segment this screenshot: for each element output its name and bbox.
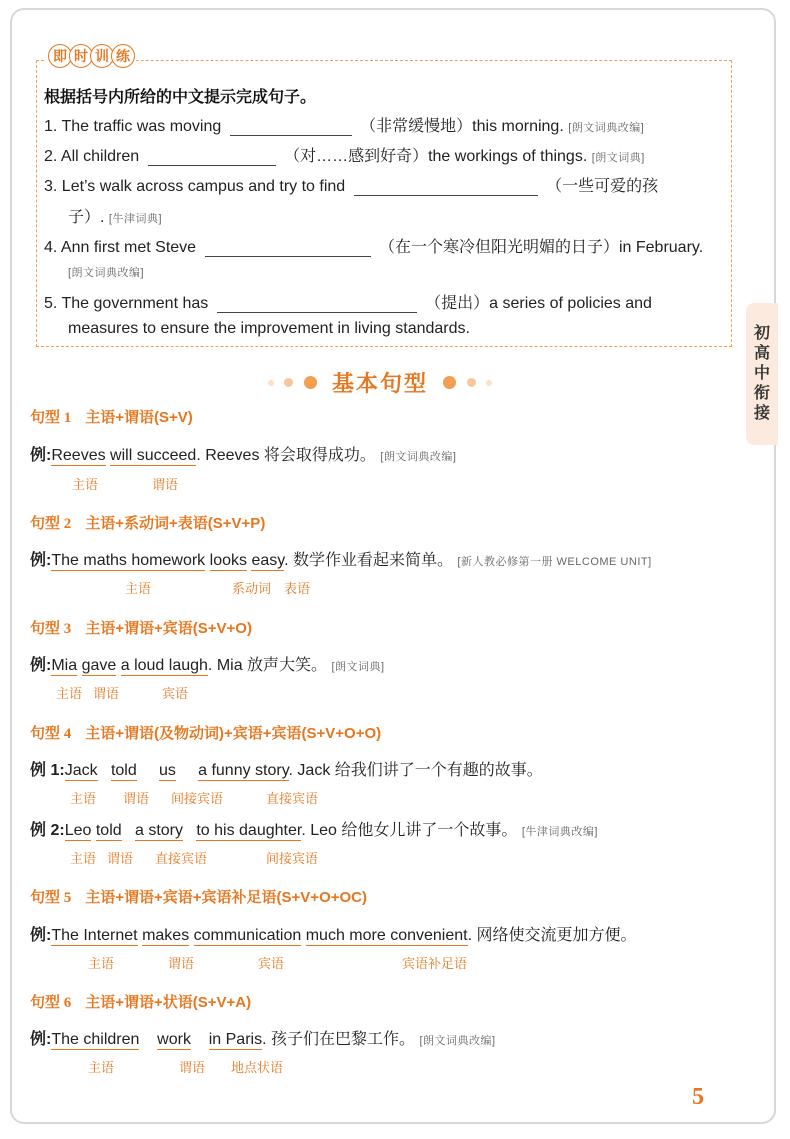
item-number: 3. [44,178,58,195]
dot-icon [304,376,317,389]
sentence-part: in Paris [208,1031,263,1048]
title-char: 时 [69,44,93,68]
side-tab-char: 接 [753,405,770,422]
dot-icon [268,380,274,386]
example-translation: . Mia 放声大笑。 [207,657,328,674]
sentence-part: looks [209,552,247,569]
pattern-title: 主语+谓语+宾语+宾语补足语(S+V+O+OC) [85,889,367,906]
example-translation: . Reeves 将会取得成功。 [196,447,376,464]
role-label: 谓语 [93,686,120,701]
example-translation: . Jack 给我们讲了一个有趣的故事。 [288,762,543,779]
section-title: 基本句型 [331,371,428,396]
exercise-title [44,44,136,70]
item-number: 5. [44,295,58,312]
pattern-heading [30,512,265,533]
example-source: [朗文词典改编] [419,1035,496,1047]
pattern-label: 句型 1 [30,410,72,426]
sentence-part: Reeves [51,447,106,464]
sentence-part: gave [81,657,117,674]
role-label: 系动词 [232,581,272,596]
role-label: 谓语 [152,477,179,492]
item-hint: （提出）a series of policies and [425,295,652,312]
role-label: 谓语 [168,956,195,971]
pattern-label: 句型 5 [30,890,72,906]
pattern-heading [30,991,251,1012]
side-tab-char: 初 [753,325,770,342]
pattern-title: 主语+谓语(及物动词)+宾语+宾语(S+V+O+O) [85,725,382,742]
item-hint: （一些可爱的孩 [546,178,659,195]
pattern-title: 主语+谓语+状语(S+V+A) [85,994,252,1011]
example-prefix: 例: [30,927,52,944]
pattern-heading [30,886,367,907]
pattern-heading [30,722,381,743]
sentence-part: a story [134,822,183,839]
exercise-item-5-cont [68,320,470,338]
sentence-part: easy [251,552,285,569]
item-number: 2. [44,148,58,165]
item-source: [牛津词典] [108,213,163,225]
role-label: 直接宾语 [266,791,319,806]
dot-icon [443,376,456,389]
title-char: 训 [90,44,114,68]
example-prefix: 例: [30,657,52,674]
example-translation: . 网络使交流更加方便。 [467,927,637,944]
example-row [30,922,636,945]
item-text: The traffic was moving [61,118,222,135]
item-hint: 子）. [68,209,105,226]
side-tab-char: 高 [753,345,770,362]
sentence-part: Mia [51,657,78,674]
sentence-part: a funny story [198,762,289,779]
role-label: 主语 [70,851,97,866]
pattern-label: 句型 4 [30,726,72,742]
dot-icon [486,380,492,386]
sentence-part: will succeed [110,447,197,464]
example-row [30,547,652,570]
dot-icon [284,378,293,387]
item-number: 1. [44,118,58,135]
example-row [30,442,456,465]
pattern-title: 主语+谓语+宾语(S+V+O) [85,620,252,637]
role-label: 间接宾语 [266,851,319,866]
role-label: 表语 [284,581,311,596]
side-tab-char: 中 [753,365,770,382]
item-hint: （非常缓慢地）this morning. [360,118,564,135]
role-label: 主语 [88,1060,115,1075]
item-number: 4. [44,239,58,256]
role-label: 宾语 [258,956,285,971]
role-label: 主语 [72,477,99,492]
role-label: 间接宾语 [171,791,224,806]
sentence-part: The Internet [51,927,138,944]
item-hint: （在一个寒冷但阳光明媚的日子）in February. [378,239,704,256]
example-prefix: 例 1: [30,762,65,779]
sentence-part: to his daughter [196,822,302,839]
exercise-item-2 [44,143,645,166]
item-text: Ann first met Steve [60,239,197,256]
example-source: [朗文词典改编] [380,451,457,463]
sentence-part: Jack [64,762,98,779]
pattern-title: 主语+谓语(S+V) [85,409,193,426]
exercise-item-5 [44,290,652,313]
exercise-item-3-cont [68,204,162,227]
example-prefix: 例: [30,447,52,464]
role-label: 宾语 [162,686,189,701]
role-label: 谓语 [123,791,150,806]
exercise-item-4 [44,234,703,257]
sentence-part: told [95,822,122,839]
answer-blank[interactable] [148,151,276,166]
title-char: 即 [48,44,72,68]
example-translation: . 孩子们在巴黎工作。 [262,1031,415,1048]
item-text: The government has [61,295,209,312]
role-label: 谓语 [107,851,134,866]
item-hint: （对……感到好奇）the workings of things. [284,148,588,165]
section-heading [0,367,760,398]
role-label: 宾语补足语 [402,956,468,971]
sentence-part: us [158,762,176,779]
side-tab-char: 衔 [753,385,770,402]
role-label: 谓语 [179,1060,206,1075]
exercise-instruction: 根据括号内所给的中文提示完成句子。 [44,89,317,106]
pattern-label: 句型 2 [30,516,72,532]
example-prefix: 例: [30,1031,52,1048]
item-source: [朗文词典改编] [68,267,145,279]
item-text: All children [60,148,140,165]
exercise-item-1 [44,113,644,136]
example-translation: . Leo 给他女儿讲了一个故事。 [301,822,518,839]
sentence-part: work [157,1031,191,1048]
role-label: 主语 [125,581,152,596]
page-number: 5 [692,1084,704,1110]
example-prefix: 例: [30,552,52,569]
role-label: 主语 [56,686,83,701]
sentence-part: told [110,762,137,779]
sentence-part: makes [142,927,190,944]
sentence-part: The children [51,1031,140,1048]
role-label: 主语 [88,956,115,971]
sentence-part: much more convenient [305,927,468,944]
example-prefix: 例 2: [30,822,65,839]
item-source: [朗文词典] [591,152,645,164]
exercise-item-4-cont [68,263,144,281]
item-text: Let’s walk across campus and try to find [61,178,346,195]
answer-blank[interactable] [205,242,371,257]
pattern-label: 句型 3 [30,621,72,637]
example-source: [朗文词典] [331,661,385,673]
example-source: [牛津词典改编] [521,826,598,838]
item-source: [朗文词典改编] [568,122,645,134]
dot-icon [467,378,476,387]
answer-blank[interactable] [217,298,417,313]
answer-blank[interactable] [230,121,352,136]
role-label: 主语 [70,791,97,806]
pattern-heading [30,617,252,638]
item-text: measures to ensure the improvement in living standards. [68,320,470,337]
sentence-part: Leo [64,822,92,839]
example-row [30,817,598,840]
sentence-part: communication [193,927,302,944]
pattern-label: 句型 6 [30,995,72,1011]
role-label: 直接宾语 [155,851,208,866]
sentence-part: a loud laugh [120,657,208,674]
example-source: [新人教必修第一册 WELCOME UNIT] [457,556,652,568]
example-row [30,652,385,675]
example-row [30,1026,496,1049]
example-translation: . 数学作业看起来简单。 [284,552,453,569]
pattern-heading [30,406,193,427]
role-label: 地点状语 [231,1060,284,1075]
answer-blank[interactable] [354,181,538,196]
title-char: 练 [111,44,135,68]
pattern-title: 主语+系动词+表语(S+V+P) [85,515,266,532]
sentence-part: The maths homework [51,552,206,569]
exercise-item-3 [44,173,658,196]
example-row [30,757,543,780]
